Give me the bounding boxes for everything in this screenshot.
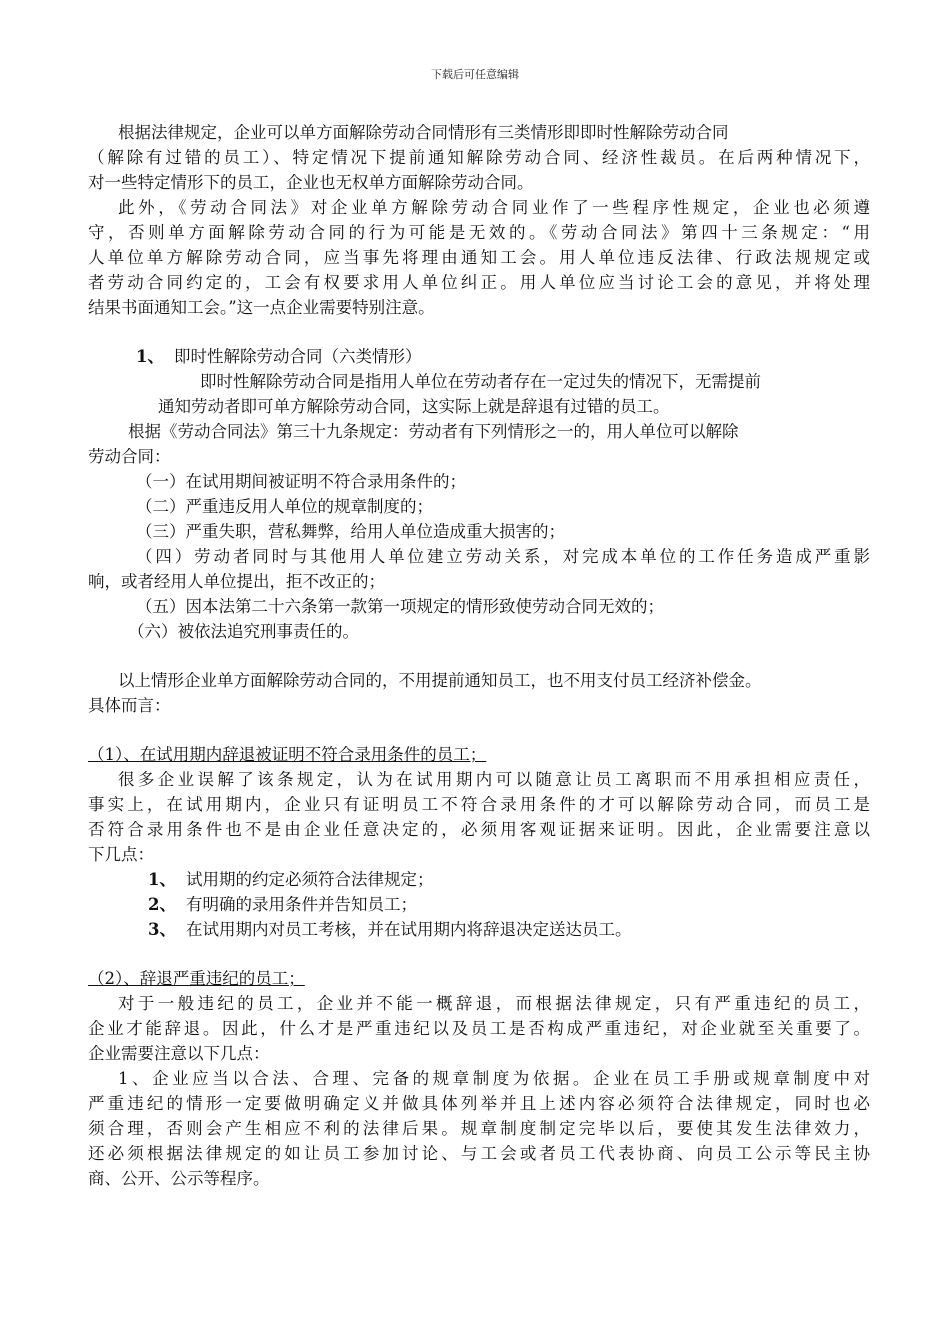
text-line: 对一些特定情形下的员工，企业也无权单方面解除劳动合同。 bbox=[88, 173, 534, 192]
page-header: 下载后可任意编辑 bbox=[431, 68, 519, 81]
section-number: 1、 bbox=[136, 347, 164, 366]
text-line: 即时性解除劳动合同是指用人单位在劳动者存在一定过失的情况下，无需提前 bbox=[200, 372, 761, 391]
text-line: （解除有过错的员工）、特定情况下提前通知解除劳动合同、经济性裁员。在后两种情况下， bbox=[88, 148, 870, 167]
text-line: 企业需要注意以下几点： bbox=[88, 1044, 270, 1063]
text-line: 很多企业误解了该条规定，认为在试用期内可以随意让员工离职而不用承担相应责任， bbox=[118, 770, 870, 789]
section-intro bbox=[88, 369, 870, 419]
document-body bbox=[88, 120, 870, 1191]
numbered-point bbox=[88, 867, 870, 892]
point-number: 3、 bbox=[148, 920, 176, 939]
law-citation bbox=[88, 419, 870, 469]
text-line: 否符合录用条件也不是由企业任意决定的，必须用客观证据来证明。因此，企业需要注意以 bbox=[88, 820, 870, 839]
text-line: 此外，《劳动合同法》对企业单方解除劳动合同业作了一些程序性规定，企业也必须遵 bbox=[118, 198, 870, 217]
text-line: 以上情形企业单方面解除劳动合同的，不用提前通知员工，也不用支付员工经济补偿金。 bbox=[118, 671, 762, 690]
section-title: 即时性解除劳动合同（六类情形） bbox=[174, 347, 422, 366]
list-item: （五）因本法第二十六条第一款第一项规定的情形致使劳动合同无效的； bbox=[136, 597, 664, 616]
text-line: 还必须根据法律规定的如让员工参加讨论、与工会或者员工代表协商、向员工公示等民主协 bbox=[88, 1144, 870, 1163]
list-item-continuation: 响，或者经用人单位提出，拒不改正的； bbox=[88, 572, 385, 591]
rule-paragraph bbox=[88, 1066, 870, 1191]
text-line: 结果书面通知工会。”这一点企业需要特别注意。 bbox=[88, 298, 435, 317]
list-item: （六）被依法追究刑事责任的。 bbox=[128, 622, 359, 641]
subsection-paragraph bbox=[88, 767, 870, 867]
point-text: 有明确的录用条件并告知员工； bbox=[186, 895, 417, 914]
list-item: （一）在试用期间被证明不符合录用条件的； bbox=[136, 472, 466, 491]
numbered-point bbox=[88, 917, 870, 942]
point-text: 试用期的约定必须符合法律规定； bbox=[186, 870, 434, 889]
text-line: 具体而言： bbox=[88, 696, 171, 715]
subsection-heading: （2）、辞退严重违纪的员工； bbox=[88, 969, 305, 988]
text-line: 须合理，否则会产生相应不利的法律后果。规章制度制定完毕以后，要使其发生法律效力， bbox=[88, 1119, 870, 1138]
situation-list bbox=[88, 469, 870, 644]
text-line: 严重违纪的情形一定要做明确定义并做具体列举并且上述内容必须符合法律规定，同时也必 bbox=[88, 1094, 870, 1113]
text-line: 通知劳动者即可单方解除劳动合同，这实际上就是辞退有过错的员工。 bbox=[158, 397, 670, 416]
numbered-points bbox=[88, 867, 870, 942]
list-item: （四）劳动者同时与其他用人单位建立劳动关系，对完成本单位的工作任务造成严重影 bbox=[136, 547, 870, 566]
point-number: 1、 bbox=[148, 870, 176, 889]
text-line: 根据法律规定，企业可以单方面解除劳动合同情形有三类情形即即时性解除劳动合同 bbox=[118, 123, 729, 142]
subsection-paragraph bbox=[88, 991, 870, 1066]
text-line: 企业才能辞退。因此，什么才是严重违纪以及员工是否构成严重违纪，对企业就至关重要了。 bbox=[88, 1019, 870, 1038]
list-item: （二）严重违反用人单位的规章制度的； bbox=[136, 497, 433, 516]
text-line: 劳动合同： bbox=[88, 447, 171, 466]
text-line: 根据《劳动合同法》第三十九条规定：劳动者有下列情形之一的，用人单位可以解除 bbox=[128, 422, 739, 441]
text-line: 守，否则单方面解除劳动合同的行为可能是无效的。《劳动合同法》第四十三条规定：“用 bbox=[88, 223, 870, 242]
numbered-point bbox=[88, 892, 870, 917]
text-line: 人单位单方解除劳动合同，应当事先将理由通知工会。用人单位违反法律、行政法规规定或 bbox=[88, 248, 870, 267]
text-line: 商、公开、公示等程序。 bbox=[88, 1169, 270, 1188]
point-number: 2、 bbox=[148, 895, 176, 914]
text-line: 下几点： bbox=[88, 845, 154, 864]
section-heading bbox=[88, 344, 870, 369]
point-text: 在试用期内对员工考核，并在试用期内将辞退决定送达员工。 bbox=[186, 920, 632, 939]
intro-paragraph bbox=[88, 120, 870, 195]
text-line: 对于一般违纪的员工，企业并不能一概辞退，而根据法律规定，只有严重违纪的员工， bbox=[118, 994, 870, 1013]
text-line: 事实上，在试用期内，企业只有证明员工不符合录用条件的才可以解除劳动合同，而员工是 bbox=[88, 795, 870, 814]
text-line: 1、企业应当以合法、合理、完备的规章制度为依据。企业在员工手册或规章制度中对 bbox=[118, 1069, 870, 1088]
list-item: （三）严重失职，营私舞弊，给用人单位造成重大损害的； bbox=[136, 522, 565, 541]
text-line: 者劳动合同约定的，工会有权要求用人单位纠正。用人单位应当讨论工会的意见，并将处理 bbox=[88, 273, 870, 292]
procedure-paragraph bbox=[88, 195, 870, 320]
summary-paragraph bbox=[88, 668, 870, 718]
subsection-heading: （1）、在试用期内辞退被证明不符合录用条件的员工； bbox=[88, 745, 487, 764]
